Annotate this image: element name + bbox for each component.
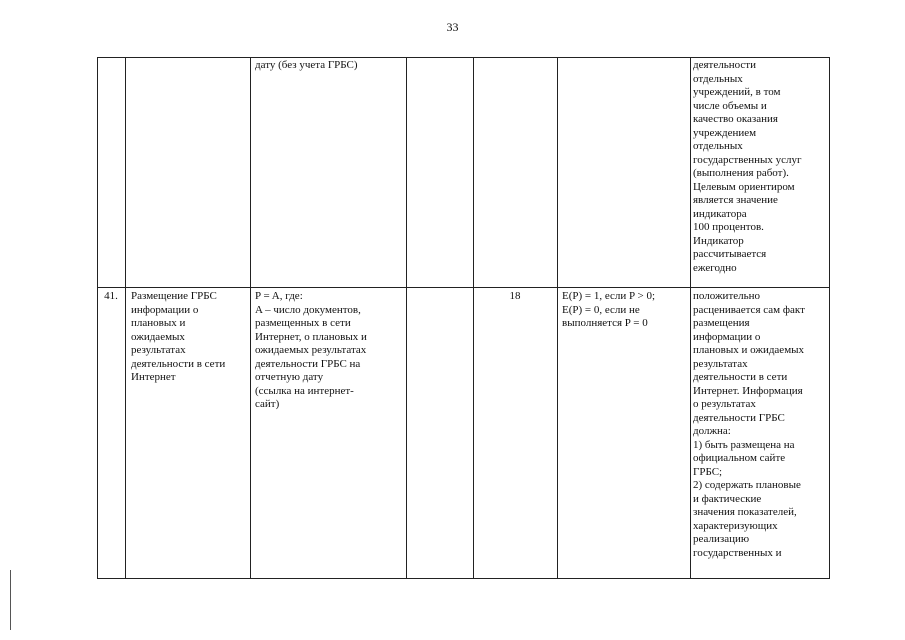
prev-row-formula-cell	[255, 59, 403, 73]
note-line: 1) быть размещена на	[693, 438, 795, 451]
formula-line: A – число документов,	[255, 303, 361, 316]
column-divider	[250, 57, 251, 578]
formula-line: сайт)	[255, 398, 280, 410]
name-line: информации о	[131, 303, 199, 316]
formula-line: ожидаемых результатах	[255, 344, 367, 356]
note-line: официальном сайте	[693, 452, 786, 464]
formula-line: деятельности ГРБС на	[255, 357, 361, 370]
name-line: результатах	[131, 344, 186, 356]
note-line: и фактические	[693, 492, 762, 505]
score-line: E(P) = 0, если не	[562, 303, 640, 316]
formula-line: P = A, где:	[255, 290, 303, 302]
note-line: числе объемы и	[693, 99, 767, 112]
prev-row-note-cell	[693, 59, 827, 275]
row-number: 41.	[104, 290, 118, 302]
formula-line: размещенных в сети	[255, 317, 351, 329]
note-line: государственных и	[693, 546, 782, 559]
note-line: учреждений, в том	[693, 86, 781, 98]
weight-cell	[476, 290, 554, 304]
note-cell	[693, 290, 827, 560]
row-number-cell	[99, 290, 123, 304]
formula-line: отчетную дату	[255, 371, 324, 383]
note-line: ежегодно	[693, 261, 737, 274]
column-divider	[406, 57, 407, 578]
scan-margin-mark	[10, 570, 11, 630]
formula-cell	[255, 290, 403, 412]
table-border-left	[97, 57, 98, 578]
table-top-border	[97, 57, 830, 58]
column-divider	[125, 57, 126, 578]
note-line: положительно	[693, 290, 761, 302]
note-line: является значение	[693, 194, 778, 206]
note-line: учреждением	[693, 126, 757, 139]
note-line: реализацию	[693, 533, 750, 545]
note-line: Интернет. Информация	[693, 384, 803, 397]
note-line: расценивается сам факт	[693, 303, 805, 316]
weight-value: 18	[509, 290, 521, 302]
note-line: деятельности в сети	[693, 371, 788, 383]
note-line: результатах	[693, 357, 748, 370]
note-line: отдельных	[693, 72, 743, 85]
note-line: индикатора	[693, 207, 747, 220]
formula-line: дату (без учета ГРБС)	[255, 59, 358, 71]
note-line: государственных услуг	[693, 153, 802, 166]
note-line: 100 процентов.	[693, 221, 764, 233]
formula-line: Интернет, о плановых и	[255, 330, 367, 343]
note-line: (выполнения работ).	[693, 167, 789, 179]
note-line: характеризующих	[693, 519, 778, 532]
score-line: E(P) = 1, если P > 0;	[562, 290, 656, 302]
score-line: выполняется P = 0	[562, 317, 648, 329]
note-line: отдельных	[693, 140, 743, 152]
note-line: Целевым ориентиром	[693, 180, 795, 193]
page-number: 33	[446, 20, 459, 34]
name-line: деятельности в сети	[131, 357, 226, 370]
indicator-name-cell	[131, 290, 248, 385]
note-line: значения показателей,	[693, 506, 797, 518]
column-divider	[690, 57, 691, 578]
note-line: деятельности ГРБС	[693, 411, 785, 424]
name-line: Интернет	[131, 371, 176, 383]
score-cell	[562, 290, 688, 331]
column-divider	[557, 57, 558, 578]
name-line: ожидаемых	[131, 330, 185, 343]
table-border-right	[829, 57, 830, 578]
note-line: ГРБС;	[693, 465, 723, 478]
note-line: должна:	[693, 425, 731, 437]
formula-line: (ссылка на интернет-	[255, 384, 354, 397]
table-bottom-border	[97, 578, 830, 579]
note-line: о результатах	[693, 398, 756, 410]
note-line: информации о	[693, 330, 761, 343]
note-line: рассчитывается	[693, 248, 767, 260]
name-line: Размещение ГРБС	[131, 290, 217, 302]
note-line: качество оказания	[693, 113, 778, 125]
note-line: деятельности	[693, 59, 756, 71]
note-line: 2) содержать плановые	[693, 479, 801, 491]
row-divider	[97, 287, 830, 288]
name-line: плановых и	[131, 317, 186, 329]
column-divider	[473, 57, 474, 578]
note-line: размещения	[693, 317, 750, 329]
note-line: плановых и ожидаемых	[693, 344, 805, 356]
note-line: Индикатор	[693, 234, 744, 247]
